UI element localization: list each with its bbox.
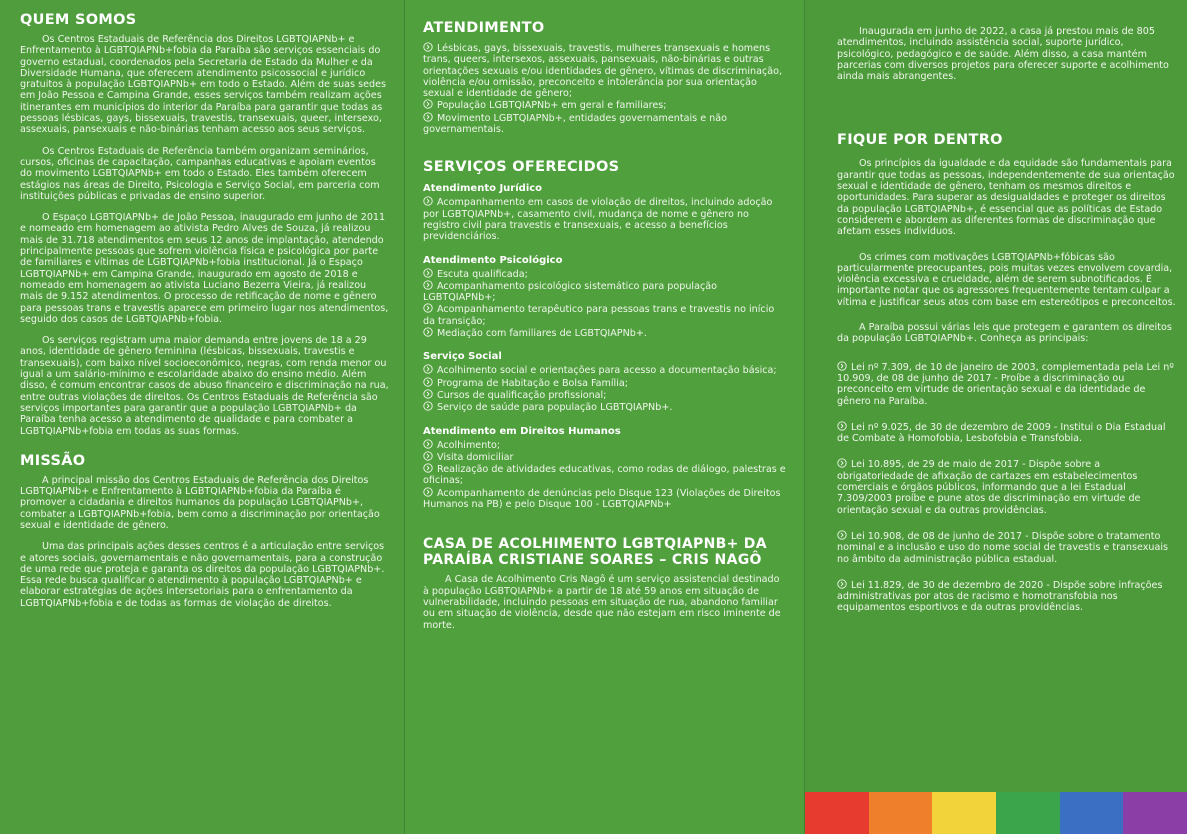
- circled-chevron-icon: [423, 327, 433, 337]
- servicos-title: SERVIÇOS OFERECIDOS: [423, 159, 620, 176]
- circled-chevron-icon: [423, 112, 433, 122]
- circled-chevron-icon: [423, 389, 433, 399]
- circled-chevron-icon: [423, 364, 433, 374]
- rainbow-stripe: [1123, 792, 1187, 834]
- rainbow-stripe: [1060, 792, 1124, 834]
- direitos-humanos-list: [423, 439, 788, 511]
- circled-chevron-icon: [423, 439, 433, 449]
- list-item: [423, 268, 788, 280]
- law-item-text: Lei 10.895, de 29 de maio de 2017 - Dispõe sobre a obrigatoriedade de afixação de cartazes em estabelecimentos comerciais e órgãos públicos, informando que a lei Estadual 7.309/2003 proíbe e pune atos de discriminação em virtude de orientação sexual e da outras providências.: [837, 459, 1141, 516]
- circled-chevron-icon: [423, 268, 433, 278]
- circled-chevron-icon: [837, 421, 847, 431]
- list-item: [423, 377, 788, 389]
- rainbow-stripe: [996, 792, 1060, 834]
- law-item-text: Lei nº 9.025, de 30 de dezembro de 2009 - Institui o Dia Estadual de Combate à Homofobia, Lesbofobia e Transfobia.: [837, 421, 1166, 445]
- list-item-text: Acompanhamento de denúncias pelo Disque 123 (Violações de Direitos Humanos na PB) e pelo Disque 100 - LGBTQIAPNb+: [423, 487, 781, 511]
- casa-acolhimento-title: CASA DE ACOLHIMENTO LGBTQIAPNB+ DA PARAÍBA CRISTIANE SOARES – CRIS NAGÔ: [423, 536, 767, 569]
- list-item-text: Realização de atividades educativas, como rodas de diálogo, palestras e oficinas;: [423, 464, 786, 487]
- atendimento-title: ATENDIMENTO: [423, 20, 545, 36]
- law-item: [837, 421, 1177, 445]
- panel-atendimento: [405, 0, 805, 834]
- list-item-text: Acolhimento;: [437, 439, 501, 451]
- juridico-heading: Atendimento Jurídico: [423, 183, 543, 195]
- fique-paragraph-1: Os princípios da igualdade e da equidade são fundamentais para garantir que todas as pessoas, independentemente de sua orientação sexual e identidade de gênero, tenham os mesmos direitos e oportunidades. Para superar as desigualdades e proteger os direitos da população LGBTQIAPNb+, é essencial que as políticas de Estado considerem e abordem as diferentes formas de discriminação que afetam esses indivíduos.: [837, 158, 1175, 238]
- list-item-text: Acompanhamento psicológico sistemático para população LGBTQIAPNb+;: [423, 280, 717, 304]
- list-item-text: Lésbicas, gays, bissexuais, travestis, mulheres transexuais e homens trans, queers, intersexos, assexuais, pansexuais, não-binárias e outras orientações sexuais e/ou identidades de gênero, vítimas de discriminação, violência e/ou omissão, preconceito e intolerância por sua orientação sexual e identidade de gênero;: [423, 43, 783, 100]
- missao-title: MISSÃO: [20, 452, 86, 469]
- list-item-text: Cursos de qualificação profissional;: [437, 389, 607, 401]
- psicologico-heading: Atendimento Psicológico: [423, 254, 563, 266]
- law-item-text: Lei 10.908, de 08 de junho de 2017 - Dispõe sobre o tratamento nominal e a inclusão e uso do nome social de travestis e transexuais no âmbito da administração pública estadual.: [837, 530, 1169, 565]
- list-item: [423, 487, 788, 511]
- law-item-text: Lei 11.829, de 30 de dezembro de 2020 - Dispõe sobre infrações administrativas por atos de racismo e homotransfobia nos equipamentos esportivos e da outras providências.: [837, 579, 1163, 614]
- panel-fique-por-dentro: [805, 0, 1187, 834]
- circled-chevron-icon: [423, 451, 433, 461]
- quem-somos-title: QUEM SOMOS: [20, 12, 137, 28]
- rainbow-stripes: [805, 792, 1187, 834]
- casa-acolhimento-paragraph-2: Inaugurada em junho de 2022, a casa já prestou mais de 805 atendimentos, incluindo assistência social, suporte jurídico, psicológico, pedagógico e de saúde. Além disso, a casa mantém parcerias com diversos projetos para oferecer suporte e acolhimento ainda mais abrangentes.: [837, 26, 1169, 83]
- list-item-text: Acolhimento social e orientações para acesso a documentação básica;: [437, 365, 777, 377]
- list-item: [423, 280, 788, 304]
- list-item-text: Programa de Habitação e Bolsa Família;: [437, 377, 628, 389]
- social-heading: Serviço Social: [423, 351, 502, 363]
- circled-chevron-icon: [837, 458, 847, 468]
- law-item-text: Lei nº 7.309, de 10 de janeiro de 2003, complementada pela Lei nº 10.909, de 08 de junho de 2017 - Proíbe a discriminação ou preconceito em virtude de orientação sexual e da identidade de gênero na Paraíba.: [837, 361, 1174, 407]
- atendimento-list: [423, 42, 788, 135]
- circled-chevron-icon: [423, 377, 433, 387]
- list-item-text: Escuta qualificada;: [437, 268, 528, 280]
- list-item: [423, 327, 788, 339]
- list-item-text: População LGBTQIAPNb+ em geral e familiares;: [437, 100, 667, 112]
- list-item: [423, 451, 788, 463]
- list-item-text: Serviço de saúde para população LGBTQIAPNb+.: [437, 402, 673, 414]
- circled-chevron-icon: [423, 280, 433, 290]
- list-item: [423, 389, 788, 401]
- list-item-text: Movimento LGBTQIAPNb+, entidades governamentais e não governamentais.: [423, 112, 728, 136]
- circled-chevron-icon: [423, 99, 433, 109]
- list-item-text: Mediação com familiares de LGBTQIAPNb+.: [437, 328, 647, 340]
- list-item-text: Visita domiciliar: [437, 451, 514, 463]
- list-item: [423, 196, 788, 242]
- quem-somos-paragraph-3: O Espaço LGBTQIAPNb+ de João Pessoa, inaugurado em junho de 2011 e nomeado em homenagem ao ativista Pedro Alves de Souza, já realizou mais de 31.718 atendimentos em seus 12 anos de implantação, atendendo principalmente pessoas que sofrem violência física e psicológica por parte de familiares e vítimas de LGBTQIAPNb+fobia institucional. Já o Espaço LGBTQIAPNb+ em Campina Grande, inaugurado em agosto de 2018 e nomeado em homenagem ao ativista Luciano Bezerra Vieira, já realizou mais de 9.152 atendimentos. O processo de retificação de nome e gênero para pessoas trans e travestis aparece em primeiro lugar nos atendimentos, seguido dos casos de LGBTQIAPNb+fobia.: [20, 212, 389, 325]
- circled-chevron-icon: [423, 463, 433, 473]
- casa-acolhimento-paragraph: A Casa de Acolhimento Cris Nagô é um serviço assistencial destinado à população LGBTQIAPNb+ a partir de 18 até 59 anos em situação de vulnerabilidade, incluindo pessoas em situação de rua, abandono familiar ou em situação de violência, desde que não estejam em risco iminente de morte.: [423, 574, 781, 631]
- quem-somos-paragraph-2: Os Centros Estaduais de Referência também organizam seminários, cursos, oficinas de capacitação, campanhas educativas e apoiam eventos do movimento LGBTQIAPNb+ em todo o Estado. Eles também oferecem estágios nas áreas de Direito, Psicologia e Serviço Social, em parceria com instituições públicas e privadas de ensino superior.: [20, 145, 380, 202]
- rainbow-stripe: [805, 792, 869, 834]
- list-item: [423, 439, 788, 451]
- circled-chevron-icon: [837, 579, 847, 589]
- rainbow-stripe: [932, 792, 996, 834]
- fique-paragraph-2: Os crimes com motivações LGBTQIAPNb+fóbicas são particularmente preocupantes, pois muitas vezes envolvem covardia, violência excessiva e crueldade, além de serem subnotificados. É importante notar que os agressores frequentemente tentam culpar a vítima e justificar seus atos com base em estereótipos e preconceitos.: [837, 251, 1176, 308]
- list-item-text: Acompanhamento terapêutico para pessoas trans e travestis no início da transição;: [423, 304, 775, 327]
- list-item: [423, 364, 788, 376]
- circled-chevron-icon: [423, 401, 433, 411]
- list-item: [423, 42, 788, 99]
- list-item: [423, 303, 788, 327]
- list-item-text: Acompanhamento em casos de violação de direitos, incluindo adoção por LGBTQIAPNb+, casamento civil, mudança de nome e gênero no registro civil para travestis e transexuais, e acesso a benefícios previdenciários.: [423, 197, 773, 243]
- law-item: [837, 458, 1177, 515]
- law-item: [837, 361, 1177, 407]
- law-item: [837, 530, 1177, 565]
- rainbow-stripe: [869, 792, 933, 834]
- circled-chevron-icon: [423, 42, 433, 52]
- fique-paragraph-3: A Paraíba possui várias leis que protegem e garantem os direitos da população LGBTQIAPNb+. Conheça as principais:: [837, 322, 1172, 345]
- circled-chevron-icon: [423, 487, 433, 497]
- quem-somos-paragraph-4: Os serviços registram uma maior demanda entre jovens de 18 a 29 anos, identidade de gênero feminina (lésbicas, bissexuais, travestis e transexuais), com baixo nível socioeconômico, negras, com renda menor ou igual a um salário-mínimo e escolaridade abaixo do ensino médio. Além disso, é comum encontrar casos de abuso financeiro e discriminação na rua, entre outras violações de direitos. Os Centros Estaduais de Referência são serviços importantes para garantir que a população LGBTQIAPNb+ da Paraíba tenha acesso a atendimento de qualidade e para combater a LGBTQIAPNb+fobia em todas as suas formas.: [20, 335, 389, 437]
- psicologico-list: [423, 268, 788, 340]
- panel-quem-somos: [0, 0, 405, 834]
- circled-chevron-icon: [837, 361, 847, 371]
- circled-chevron-icon: [423, 196, 433, 206]
- direitos-humanos-heading: Atendimento em Direitos Humanos: [423, 425, 621, 437]
- list-item: [423, 401, 788, 413]
- list-item: [423, 463, 788, 487]
- fique-por-dentro-title: FIQUE POR DENTRO: [837, 132, 1003, 149]
- missao-paragraph-1: A principal missão dos Centros Estaduais de Referência dos Direitos LGBTQIAPNb+ e Enfrentamento à LGBTQIAPNb+fobia da Paraíba é promover a cidadania e direitos humanos da população LGBTQIAPNb+, combater a LGBTQIAPNb+fobia, bem como a discriminação por orientação sexual e identidade de gênero.: [20, 474, 380, 531]
- missao-paragraph-2: Uma das principais ações desses centros é a articulação entre serviços e atores sociais, governamentais e não governamentais, para a construção de uma rede que proteja e garanta os direitos da população LGBTQIAPNb+. Essa rede busca qualificar o atendimento à população LGBTQIAPNb+ e elaborar estratégias de ações intersetoriais para o enfrentamento da LGBTQIAPNb+fobia e de todas as formas de violação de direitos.: [20, 541, 385, 609]
- laws-list: [837, 361, 1177, 614]
- circled-chevron-icon: [423, 303, 433, 313]
- juridico-list: [423, 196, 788, 242]
- law-item: [837, 579, 1177, 614]
- list-item: [423, 112, 788, 136]
- social-list: [423, 364, 788, 413]
- quem-somos-paragraph-1: Os Centros Estaduais de Referência dos Direitos LGBTQIAPNb+ e Enfrentamento à LGBTQIAPNb+fobia da Paraíba são serviços essenciais do governo estadual, coordenados pela Secretaria de Estado da Mulher e da Diversidade Humana, que oferecem atendimento psicossocial e jurídico gratuitos à população LGBTQIAPNb+ em todo o Estado. Além de suas sedes em João Pessoa e Campina Grande, esses serviços também realizam ações itinerantes em municípios do interior da Paraíba para garantir que todas as pessoas lésbicas, gays, bissexuais, travestis, transexuais, queer, intersexo, assexuais, pansexuais e não-binárias tenham acesso aos seus serviços.: [20, 34, 386, 136]
- circled-chevron-icon: [837, 530, 847, 540]
- list-item: [423, 99, 788, 111]
